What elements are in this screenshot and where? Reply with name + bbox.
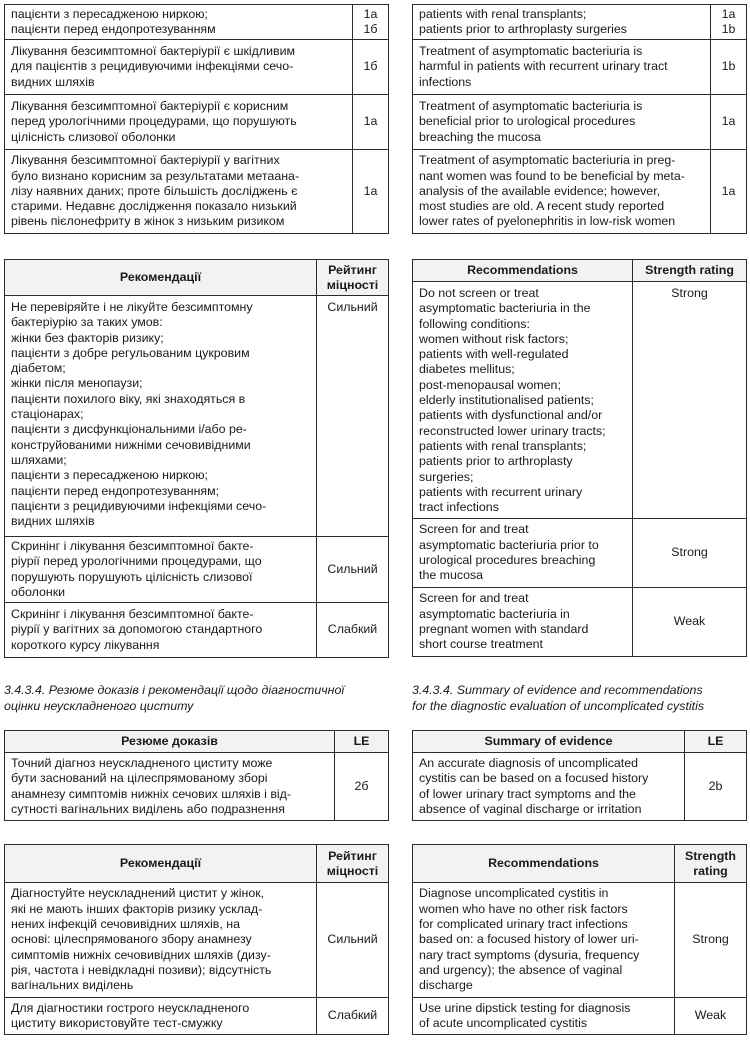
table-row (5, 95, 389, 150)
table-row (413, 753, 747, 821)
table-row (413, 5, 747, 40)
evidence-cell: Лікування безсимптомної бактеріурії є корисним перед урологічними процедурами, що порушують цілісність слизової оболонки (5, 95, 353, 150)
recommendation-cell: Do not screen or treat asymptomatic bacteriuria in the following conditions: women without risk factors; patients with well-regulated diabetes mellitus; post-menopausal women; elderly institutionalised patients; patients with dysfunctional and/or reconstructed lower urinary tracts; patients with renal transplants; patients prior to arthroplasty surgeries; patients with recurrent urinary tract infections (413, 282, 633, 519)
table-row (413, 519, 747, 588)
le-cell: 1a (711, 150, 747, 234)
table-row (5, 537, 389, 603)
evidence-cell: Treatment of asymptomatic bacteriuria is beneficial prior to urological procedures breaching the mucosa (413, 95, 711, 150)
le-cell: 1а (353, 95, 389, 150)
evidence-cell: Лікування безсимптомної бактеріурії є шкідливим для пацієнтів з рецидивуючими інфекціями сечо- видних шляхів (5, 40, 353, 95)
recommendation-cell: Скринінг і лікування безсимптомної бакте- ріурії перед урологічними процедурами, що порушують порушують цілісність слизової оболонки (5, 537, 317, 603)
column-header-le: LE (335, 731, 389, 753)
evidence-cell: Treatment of asymptomatic bacteriuria in preg- nant women was found to be beneficial by meta- analysis of the available evidence; however, most studies are old. A recent study reported lower rates of pyelonephritis in low-risk women (413, 150, 711, 234)
table-row (413, 95, 747, 150)
table-row (413, 150, 747, 234)
recommendation-cell: Для діагностики гострого неускладненого циститу використовуйте тест-смужку (5, 998, 317, 1035)
le-cell: 1a (711, 95, 747, 150)
recommendation-cell: Use urine dipstick testing for diagnosis of acute uncomplicated cystitis (413, 998, 675, 1035)
evidence-cell: Treatment of asymptomatic bacteriuria is harmful in patients with recurrent urinary tract infections (413, 40, 711, 95)
recommendation-cell: Скринінг і лікування безсимптомної бакте- ріурії у вагітних за допомогою стандартного короткого курсу лікування (5, 603, 317, 658)
table-row (5, 150, 389, 234)
column-header-le: LE (685, 731, 747, 753)
table-row (5, 603, 389, 658)
table-header-row (413, 260, 747, 282)
table-row (5, 40, 389, 95)
column-header-strength-rating: Strength rating (633, 260, 747, 282)
strength-rating-cell: Слабкий (317, 998, 389, 1035)
recommendation-cell: Diagnose uncomplicated cystitis in women who have no other risk factors for complicated urinary tract infections based on: a focused history of lower uri- nary tract symptoms (dysuria, frequency and urgency); the absence of vaginal discharge (413, 883, 675, 998)
le-cell: 2б (335, 753, 389, 821)
table-row (413, 998, 747, 1035)
table-header-row (413, 845, 747, 883)
table-row (413, 883, 747, 998)
column-header-recommendations: Recommendations (413, 260, 633, 282)
strength-rating-cell: Сильний (317, 883, 389, 998)
column-header-summary-of-evidence: Резюме доказів (5, 731, 335, 753)
recommendation-cell: Screen for and treat asymptomatic bacteriuria prior to urological procedures breaching the mucosa (413, 519, 633, 588)
evidence-cell: patients with renal transplants; patients prior to arthroplasty surgeries (413, 5, 711, 40)
section-caption-uk: 3.4.3.4. Резюме доказів і рекомендації щодо діагностичної оцінки неускладненого циститу (4, 683, 345, 713)
table-row (5, 883, 389, 998)
table-row (5, 998, 389, 1035)
summary-evidence-table-en (412, 730, 747, 821)
strength-rating-cell: Сильний (317, 296, 389, 537)
le-cell: 1б (353, 40, 389, 95)
evidence-table-uk-continued (4, 4, 389, 234)
le-cell: 1a 1b (711, 5, 747, 40)
column-header-recommendations: Recommendations (413, 845, 675, 883)
strength-rating-cell: Strong (675, 883, 747, 998)
table-row (413, 588, 747, 657)
strength-rating-cell: Strong (633, 282, 747, 519)
column-header-recommendations: Рекомендації (5, 845, 317, 883)
le-cell: 1b (711, 40, 747, 95)
le-cell: 1а (353, 150, 389, 234)
table-header-row (5, 731, 389, 753)
recommendation-cell: Діагностуйте неускладнений цистит у жінок, які не мають інших факторів ризику усклад- нених інфекцій сечовивідних шляхів, на основі: цілеспрямованого збору анамнезу симптомів нижніх сечовивідних шляхів (дизу- рія, частота і невідкладні позиви); відсутність вагінальних виділень (5, 883, 317, 998)
column-header-strength-rating: Strength rating (675, 845, 747, 883)
diagnostic-recommendations-table-uk (4, 844, 389, 1035)
strength-rating-cell: Weak (633, 588, 747, 657)
evidence-cell: An accurate diagnosis of uncomplicated cystitis can be based on a focused history of lower urinary tract symptoms and the absence of vaginal discharge or irritation (413, 753, 685, 821)
summary-evidence-table-uk (4, 730, 389, 821)
table-row (5, 296, 389, 537)
column-header-recommendations: Рекомендації (5, 260, 317, 296)
recommendation-cell: Не перевіряйте і не лікуйте безсимптомну бактеріурію за таких умов: жінки без факторів ризику; пацієнти з добре регульованим цукровим діабетом; жінки після менопаузи; пацієнти похилого віку, які знаходяться в стаціонарах; пацієнти з дисфункціональними і/або ре- конструйованими нижніми сечовивідними шляхами; пацієнти з пересадженою ниркою; пацієнти перед ендопротезуванням; пацієнти з рецидивуючими інфекціями сечо- видних шляхів (5, 296, 317, 537)
table-row (5, 5, 389, 40)
table-row (413, 40, 747, 95)
recommendations-table-uk (4, 259, 389, 658)
recommendations-table-en (412, 259, 747, 657)
le-cell: 1а 1б (353, 5, 389, 40)
strength-rating-cell: Weak (675, 998, 747, 1035)
strength-rating-cell: Сильний (317, 537, 389, 603)
table-row (5, 753, 389, 821)
evidence-cell: Лікування безсимптомної бактеріурії у вагітних було визнано корисним за результатами метаана- лізу наявних даних; проте більшість досліджень є старими. Недавнє дослідження показало низький рівень пієлонефриту в жінок з низьким ризиком (5, 150, 353, 234)
table-row (413, 282, 747, 519)
table-header-row (5, 845, 389, 883)
diagnostic-recommendations-table-en (412, 844, 747, 1035)
recommendation-cell: Screen for and treat asymptomatic bacteriuria in pregnant women with standard short course treatment (413, 588, 633, 657)
table-header-row (413, 731, 747, 753)
evidence-cell: пацієнти з пересадженою ниркою; пацієнти перед ендопротезуванням (5, 5, 353, 40)
strength-rating-cell: Слабкий (317, 603, 389, 658)
evidence-cell: Точний діагноз неускладненого циститу може бути заснований на цілеспрямованому зборі анамнезу симптомів нижніх сечових шляхів і від- сутності вагінальних виділень або подразнення (5, 753, 335, 821)
column-header-strength-rating: Рейтинг міцності (317, 260, 389, 296)
section-caption-en: 3.4.3.4. Summary of evidence and recommendations for the diagnostic evaluation of uncomplicated cystitis (412, 683, 705, 713)
le-cell: 2b (685, 753, 747, 821)
column-header-summary-of-evidence: Summary of evidence (413, 731, 685, 753)
strength-rating-cell: Strong (633, 519, 747, 588)
column-header-strength-rating: Рейтинг міцності (317, 845, 389, 883)
evidence-table-en-continued (412, 4, 747, 234)
table-header-row (5, 260, 389, 296)
